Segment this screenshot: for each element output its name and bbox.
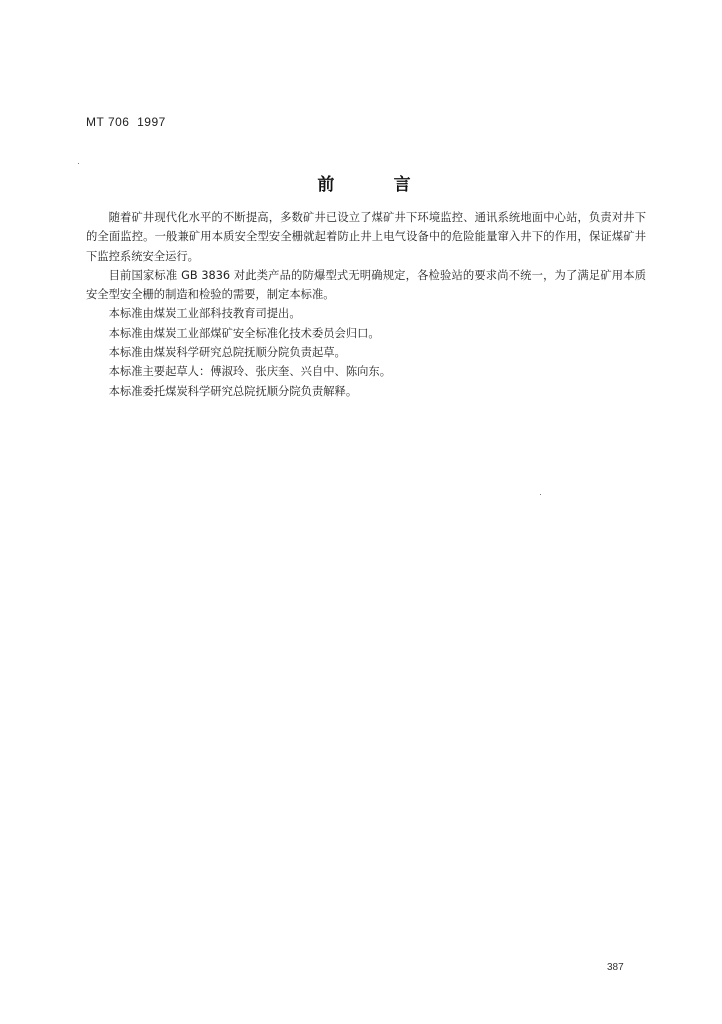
paragraph: 本标准由煤炭工业部煤矿安全标准化技术委员会归口。 [108, 326, 380, 340]
paragraph: 随着矿井现代化水平的不断提高，多数矿井已设立了煤矿井下环境监控、通讯系统地面中心站，负责对井下的全面监控。一般兼矿用本质安全型安全栅就起着防止井上电气设备中的危险能量窜入井下的作用，保证煤矿井下监控系统安全运行。 [86, 211, 646, 263]
foreword-body [86, 208, 646, 401]
scan-speck [540, 494, 541, 495]
paragraph: 目前国家标准 GB 3836 对此类产品的防爆型式无明确规定，各检验站的要求尚不统一，为了满足矿用本质安全型安全栅的制造和检验的需要，制定本标准。 [86, 268, 646, 302]
paragraph: 本标准由煤炭工业部科技教育司提出。 [108, 307, 301, 321]
paragraph: 本标准委托煤炭科学研究总院抚顺分院负责解释。 [108, 384, 358, 398]
page-title: 前 言 [317, 175, 411, 195]
paragraph: 本标准主要起草人：傅淑玲、张庆奎、兴自中、陈向东。 [108, 365, 392, 379]
scan-speck [78, 163, 79, 164]
paragraph: 本标准由煤炭科学研究总院抚顺分院负责起草。 [108, 346, 346, 360]
standard-code: MT 706 1997 [86, 115, 166, 129]
page-number: 387 [607, 962, 624, 973]
